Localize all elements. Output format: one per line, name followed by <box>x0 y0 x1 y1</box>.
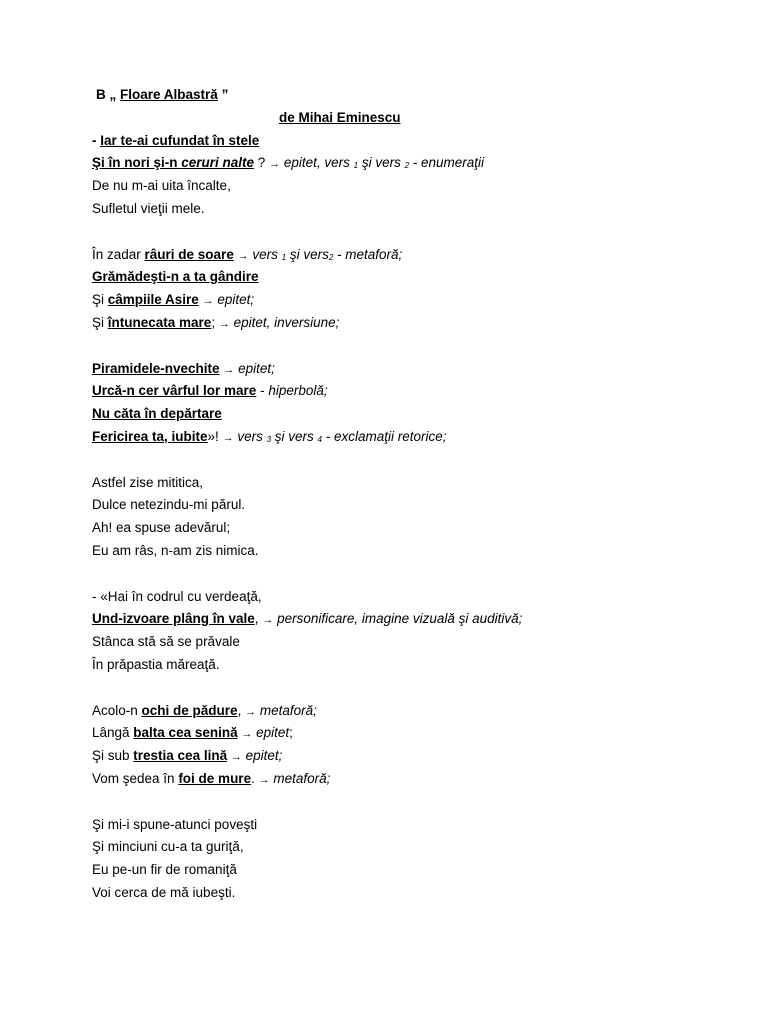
verse-line: Şi mi-i spune-atunci poveşti <box>92 816 258 832</box>
verse-line: Grămădeşti-n a ta gândire <box>92 269 259 285</box>
arrow-icon: → <box>237 249 249 262</box>
verse-line: Lângă balta cea senină → epitet; <box>92 725 293 741</box>
verse-line: De nu m-ai uita încalte, <box>92 178 231 194</box>
arrow-icon: → <box>269 158 281 171</box>
arrow-icon: → <box>230 751 242 764</box>
verse-line: Şi minciuni cu-a ta guriţă, <box>92 839 244 855</box>
verse-line: Fericirea ta, iubite»! → vers $_3$ şi vers $_4$ - exclamaţii retorice; <box>92 428 447 444</box>
document-body <box>92 84 732 905</box>
verse-line: Und-izvoare plâng în vale, → personificare, imagine vizuală şi auditivă; <box>92 611 523 627</box>
verse-line: Vom şedea în foi de mure. → metaforă; <box>92 770 331 786</box>
verse-line: Şi în nori şi-n ceruri nalte ? → epitet, vers $_1$ şi vers $_2$ - enumeraţii <box>92 155 485 171</box>
title-name: Floare Albastră <box>120 87 218 102</box>
verse-line: Stânca stă să se prăvale <box>92 634 240 650</box>
author-line <box>92 107 732 130</box>
verse-line: Sufletul vieţii mele. <box>92 200 205 216</box>
verse-line: Nu căta în depărtare <box>92 406 222 422</box>
verse-line: Eu pe-un fir de romaniţă <box>92 862 237 878</box>
verse-line: Urcă-n cer vârful lor mare - hiperbolă; <box>92 383 328 399</box>
arrow-icon: → <box>202 295 214 308</box>
arrow-icon: → <box>218 317 230 330</box>
arrow-icon: → <box>262 614 274 627</box>
verse-line: Voi cerca de mă iubeşti. <box>92 884 236 900</box>
poem-title: B „ Floare Albastră ” <box>96 87 229 102</box>
verse-line: Şi sub trestia cea lină → epitet; <box>92 748 283 764</box>
verse-line: Şi întunecata mare; → epitet, inversiune; <box>92 314 340 330</box>
arrow-icon: → <box>258 773 270 786</box>
verse-line: - «Hai în codrul cu verdeaţă, <box>92 588 262 604</box>
arrow-icon: → <box>245 705 257 718</box>
verse-line: În prăpastia măreaţă. <box>92 656 220 672</box>
arrow-icon: → <box>222 431 234 444</box>
author: de Mihai Eminescu <box>279 109 401 125</box>
verse-line: Dulce netezindu-mi părul. <box>92 497 246 513</box>
verse-line: În zadar râuri de soare → vers $_1$ şi vers$_2$ - metaforă; <box>92 246 403 262</box>
verse-line: Şi câmpiile Asire → epitet; <box>92 292 255 308</box>
arrow-icon: → <box>241 728 253 741</box>
verse-line: Eu am râs, n-am zis nimica. <box>92 542 259 558</box>
verse-line: Ah! ea spuse adevărul; <box>92 520 231 536</box>
arrow-icon: → <box>223 363 235 376</box>
verse-line: Acolo-n ochi de pădure, → metaforă; <box>92 702 317 718</box>
verse-line: Astfel zise mititica, <box>92 474 204 490</box>
verse-line: - Iar te-ai cufundat în stele <box>92 132 260 148</box>
verse-line: Piramidele-nvechite → epitet; <box>92 360 275 376</box>
